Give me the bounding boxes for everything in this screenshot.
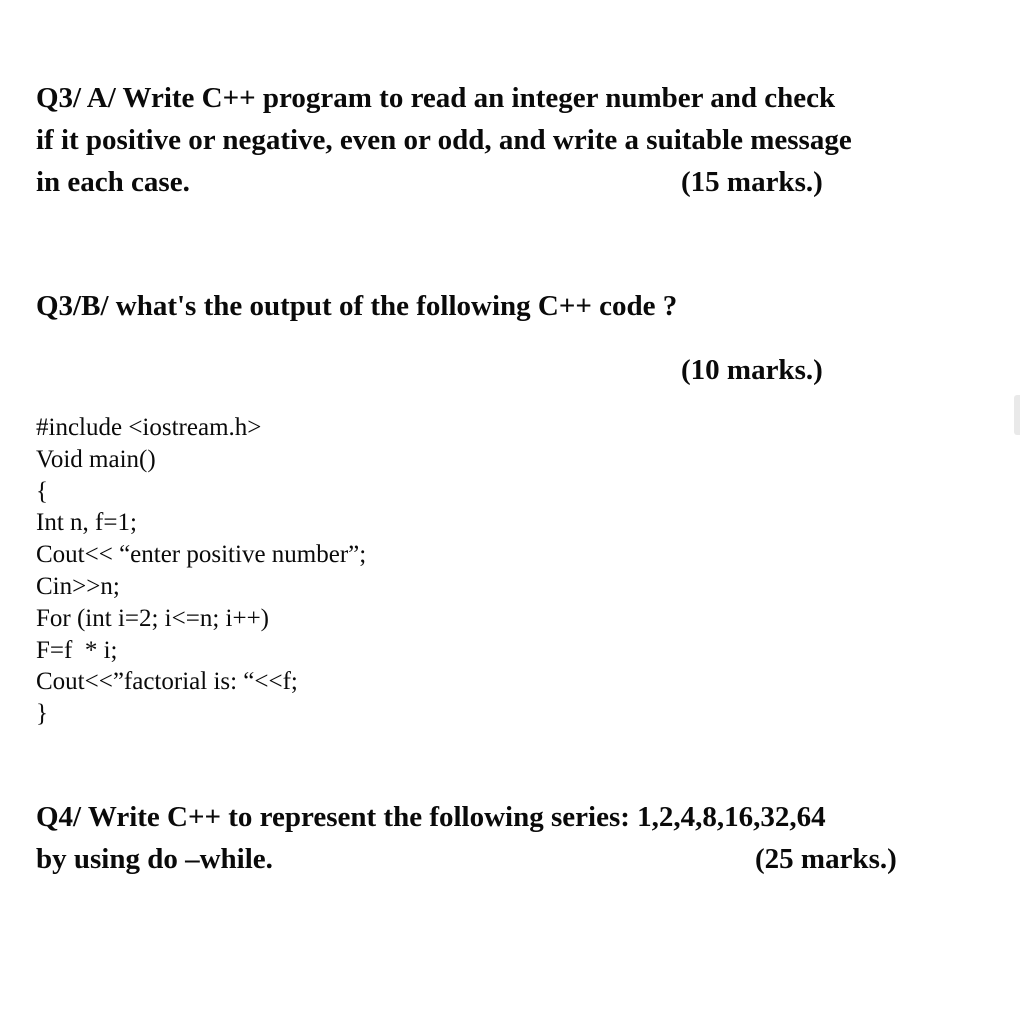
question-line: Q3/ A/ Write C++ program to read an integer number and check bbox=[36, 82, 836, 114]
code-line: Int n, f=1; bbox=[36, 509, 137, 537]
scroll-edge bbox=[1014, 395, 1020, 435]
question-line-last bbox=[36, 161, 966, 203]
question-line: Q4/ Write C++ to represent the following series: 1,2,4,8,16,32,64 bbox=[36, 801, 826, 833]
code-line: { bbox=[36, 477, 48, 505]
code-listing bbox=[36, 412, 366, 730]
code-line: Cout<< “enter positive number”; bbox=[36, 541, 367, 569]
question-q3b bbox=[36, 285, 966, 327]
code-line: } bbox=[36, 700, 48, 728]
question-line-last bbox=[36, 838, 966, 880]
marks-label: (10 marks.) bbox=[681, 354, 823, 386]
code-line: Void main() bbox=[36, 445, 156, 473]
marks-label: (15 marks.) bbox=[681, 166, 823, 198]
question-text: by using do –while. bbox=[36, 843, 273, 875]
code-line: Cin>>n; bbox=[36, 572, 120, 600]
question-q3a bbox=[36, 77, 966, 203]
code-line: For (int i=2; i<=n; i++) bbox=[36, 604, 269, 632]
question-text: in each case. bbox=[36, 166, 190, 198]
question-q4 bbox=[36, 796, 966, 880]
code-line: F=f * i; bbox=[36, 636, 118, 664]
code-line: Cout<<”factorial is: “<<f; bbox=[36, 668, 298, 696]
code-line: #include <iostream.h> bbox=[36, 414, 262, 441]
question-line: Q3/B/ what's the output of the following C++ code ? bbox=[36, 290, 678, 322]
question-line: if it positive or negative, even or odd, and write a suitable message bbox=[36, 124, 852, 156]
marks-label: (25 marks.) bbox=[755, 843, 897, 875]
